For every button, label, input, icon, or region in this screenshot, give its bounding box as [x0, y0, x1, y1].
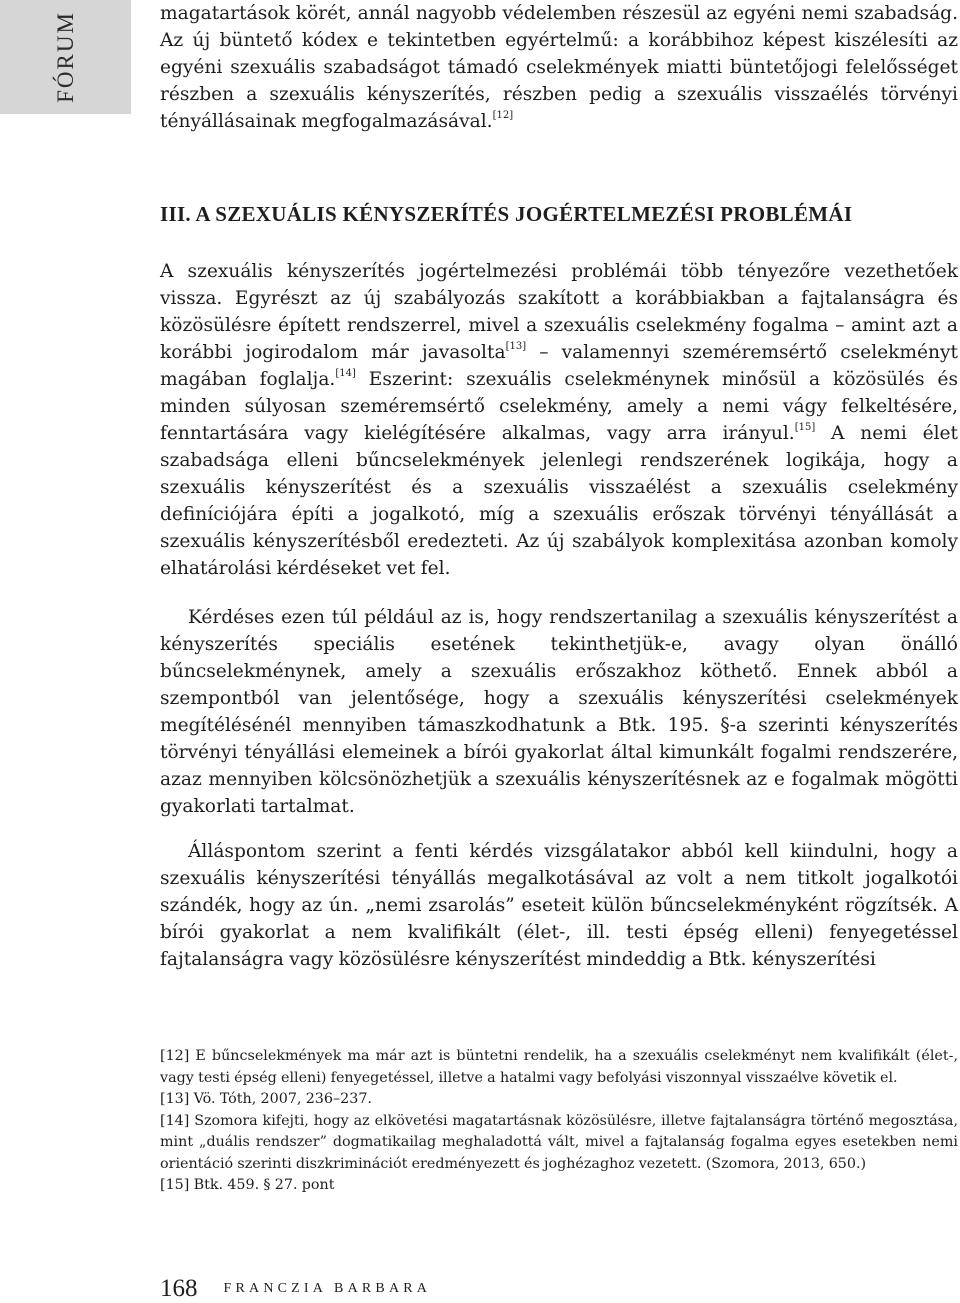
paragraph-1 [160, 0, 958, 135]
page-number: 168 [160, 1275, 198, 1302]
footnote-12: [12] E bűncselekmények ma már azt is büntetni rendelik, ha a szexuális cselekményt nem kvalifikált (élet-, vagy testi épség elleni) fenyegetéssel, illetve a hatalmi vagy befolyási viszonnyal visszaélve követik el. [160, 1048, 958, 1086]
paragraph-4-text: Álláspontom szerint a fenti kérdés vizsgálatakor abból kell kiindulni, hogy a szexuális kényszerítési tényállás megalkotásával az volt a nem titkolt jogalkotói szándék, hogy az ún. „nemi zsarolás” eseteit külön bűncselekményként rögzítsék. A bírói gyakorlat a nem kvalifikált (élet-, ill. testi épség elleni) fenyegetéssel fajtalanságra vagy közösülésre kényszerítést mindeddig a Btk. kényszerítési [160, 841, 958, 970]
paragraph-3 [160, 604, 958, 820]
section-heading: III. A SZEXUÁLIS KÉNYSZERÍTÉS JOGÉRTELMEZÉSI PROBLÉMÁI [160, 202, 853, 226]
section-tab [0, 0, 131, 114]
footnote-14: [14] Szomora kifejti, hogy az elkövetési magatartásnak közösülésre, illetve fajtalanságra történő megosztása, mint „duális rendszer” dogmatikailag meghaladottá vált, mivel a fajtalanság fogalma egyes esetekben nemi orientáció szerinti diszkriminációt eredményezett és joghézaghoz vezetett. (Szomora, 2013, 650.) [160, 1112, 958, 1172]
footnote-ref-15[interactable]: [15] [794, 422, 816, 433]
paragraph-3-text: Kérdéses ezen túl például az is, hogy rendszertanilag a szexuális kényszerítést a kényszerítés speciális esetének tekinthetjük-e, avagy olyan önálló bűncselekménynek, amely a szexuális erőszakhoz köthető. Ennek abból a szempontból van jelentősége, hogy a szexuális kényszerítési cselekmények megítélésénél mennyiben támaszkodhatunk a Btk. 195. §-a szerinti kényszerítés törvényi tényállási elemeinek a bírói gyakorlat által kimunkált fogalmi rendszerére, azaz mennyiben kölcsönözhetjük a szexuális kényszerítésnek az e fogalmak mögötti gyakorlati tartalmat. [160, 607, 958, 817]
footnote-ref-12[interactable]: [12] [492, 110, 514, 121]
paragraph-2-text-b: – valamennyi szeméremsértő cselekményt magában foglalja. [160, 342, 958, 390]
running-author: FRANCZIA BARBARA [223, 1281, 432, 1296]
section-tab-label: FÓRUM [53, 11, 78, 103]
paragraph-2-text-a: A szexuális kényszerítés jogértelmezési problémái több tényezőre vezethetőek vissza. Egyrészt az új szabályozás szakított a korábbiakban a fajtalanságra és közösülésre épített rendszerrel, mivel a szexuális cselekmény fogalma – amint azt a korábbi jogirodalom már javasolta [160, 261, 958, 363]
page-footer [160, 1275, 431, 1303]
footnote-ref-14[interactable]: [14] [335, 368, 356, 379]
paragraph-2-text-d: A nemi élet szabadsága elleni bűncselekmények jelenlegi rendszerének logikája, hogy a szexuális kényszerítést és a szexuális visszaélést a szexuális cselekmény definíciójára építi a jogalkotó, míg a szexuális erőszak törvényi tényállását a szexuális kényszerítésből eredezteti. Az új szabályok komplexitása azonban komoly elhatárolási kérdéseket vet fel. [160, 423, 958, 579]
paragraph-1-text: magatartások körét, annál nagyobb védelemben részesül az egyéni nemi szabadság. Az új büntető kódex e tekintetben egyértelmű: a korábbihoz képest kiszélesíti az egyéni szexuális szabadságot támadó cselekmények miatti büntetőjogi felelősséget részben a szexuális kényszerítés, részben pedig a szexuális visszaélés törvényi tényállásainak megfogalmazásával. [160, 3, 958, 132]
footnote-15: [15] Btk. 459. § 27. pont [160, 1177, 335, 1193]
footnote-ref-13[interactable]: [13] [505, 341, 527, 352]
paragraph-2-text-c: Eszerint: szexuális cselekménynek minősül a közösülés és minden súlyosan szeméremsértő cselekmény, amely a nemi vágy felkeltésére, fenntartására vagy kielégítésére alkalmas, vagy arra irányul. [160, 369, 958, 444]
paragraph-4 [160, 838, 958, 973]
paragraph-2 [160, 258, 958, 582]
footnote-13: [13] Vö. Tóth, 2007, 236–237. [160, 1091, 372, 1107]
footnotes [160, 1046, 958, 1197]
